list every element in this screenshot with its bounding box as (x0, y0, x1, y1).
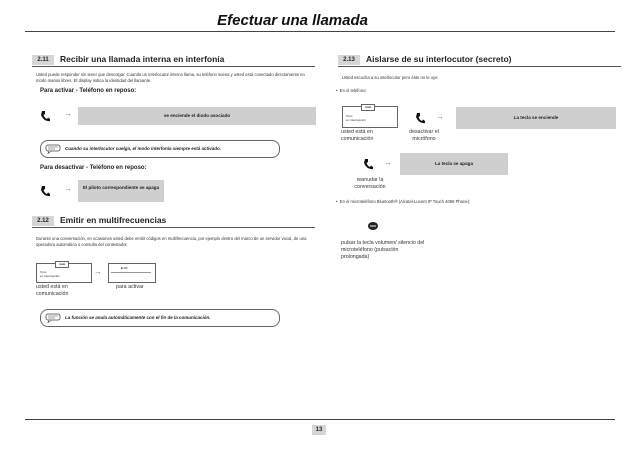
phone-display (36, 263, 92, 283)
display-tab: nom (361, 104, 375, 111)
section-2-11-header (32, 55, 315, 67)
section-number: 2.13 (338, 55, 360, 65)
mute-key-icon (412, 110, 428, 126)
display-divider (111, 272, 151, 273)
activate-heading: Para activar - Teléfono en reposo: (40, 88, 137, 94)
section-2-12-header (32, 216, 315, 228)
arrow-right-icon: → (384, 158, 392, 167)
caption-activate: para activar (116, 284, 144, 290)
deactivate-result-box: El piloto correspondiente se apaga (78, 180, 164, 202)
section-number: 2.11 (32, 55, 54, 65)
caption-resume: reanudar la conversación (354, 177, 386, 190)
note-icon (45, 313, 61, 323)
section-2-13-header (338, 55, 621, 67)
display-tab: nom (55, 261, 69, 268)
caption-in-call: usted está en comunicación (341, 129, 374, 142)
display-line: Xxxx (346, 114, 353, 118)
display-line: en interrupción (346, 118, 366, 122)
caption-mute: desactivar el micrófono (409, 129, 439, 142)
section-2-12-note (40, 309, 280, 327)
mute-key-icon (360, 156, 376, 172)
caption-in-call: usted está en comunicación (36, 284, 69, 297)
section-number: 2.12 (32, 216, 54, 226)
phone-display (342, 106, 398, 128)
mute-on-box: La tecla se enciende (456, 107, 616, 129)
mf-display (108, 263, 156, 283)
section-2-11-note (40, 140, 280, 158)
footer-rule (25, 419, 615, 420)
display-line: Xxxx (40, 270, 47, 274)
section-2-13-intro: Usted escucha a su interlocutor pero éste no le oye: (342, 75, 439, 80)
note-icon (45, 144, 61, 154)
section-title: Recibir una llamada interna en interfonía (60, 54, 225, 64)
bullet-bluetooth: • En el microteléfono Bluetooth® (Alcatel-Lucent IP Touch 4068 Phone): (336, 199, 471, 204)
bullet-phone: • En el teléfono: (336, 88, 367, 93)
section-2-11-intro: Usted puede responder sin tener que descolgar. Cuando un interlocutor interno llama, su teléfono suena y usted está conectado directamente en modo manos libres. El display indica la identidad del llamante. (36, 72, 305, 83)
page-number: 13 (312, 425, 326, 435)
section-title: Aislarse de su interlocutor (secreto) (366, 54, 512, 64)
caption-bluetooth: pulsar la tecla volumen/ silencio del microteléfono (pulsación prolongada) (341, 240, 425, 260)
note-text: Cuando su interlocutor cuelga, el modo interfonía siempre está activado. (65, 146, 222, 151)
section-title: Emitir en multifrecuencias (60, 215, 167, 225)
header-rule (25, 31, 615, 32)
arrow-right-icon: → (64, 109, 72, 118)
arrow-right-icon: → (64, 184, 72, 193)
arrow-right-icon: → (94, 267, 102, 276)
mf-softkey-label: ■ MF (121, 266, 128, 270)
display-line: en interrupción (40, 274, 60, 278)
intercom-key-icon (37, 108, 53, 124)
arrow-right-icon: → (436, 112, 444, 121)
note-text: La función se anula automáticamente con el fin de la comunicación. (65, 315, 211, 320)
volume-key-icon (367, 219, 379, 231)
intercom-key-icon (37, 183, 53, 199)
mute-off-box: La tecla se apaga (400, 153, 508, 175)
section-2-12-intro: Durante una conversación, en ocasiones usted debe emitir códigos en multifrecuencia, por ejemplo dentro del marco de un servidor vocal, de una operadora automática o consulta del contestador. (36, 236, 307, 247)
activate-result-box: se enciende el diodo asociado (78, 107, 316, 125)
deactivate-heading: Para desactivar - Teléfono en reposo: (40, 165, 147, 171)
